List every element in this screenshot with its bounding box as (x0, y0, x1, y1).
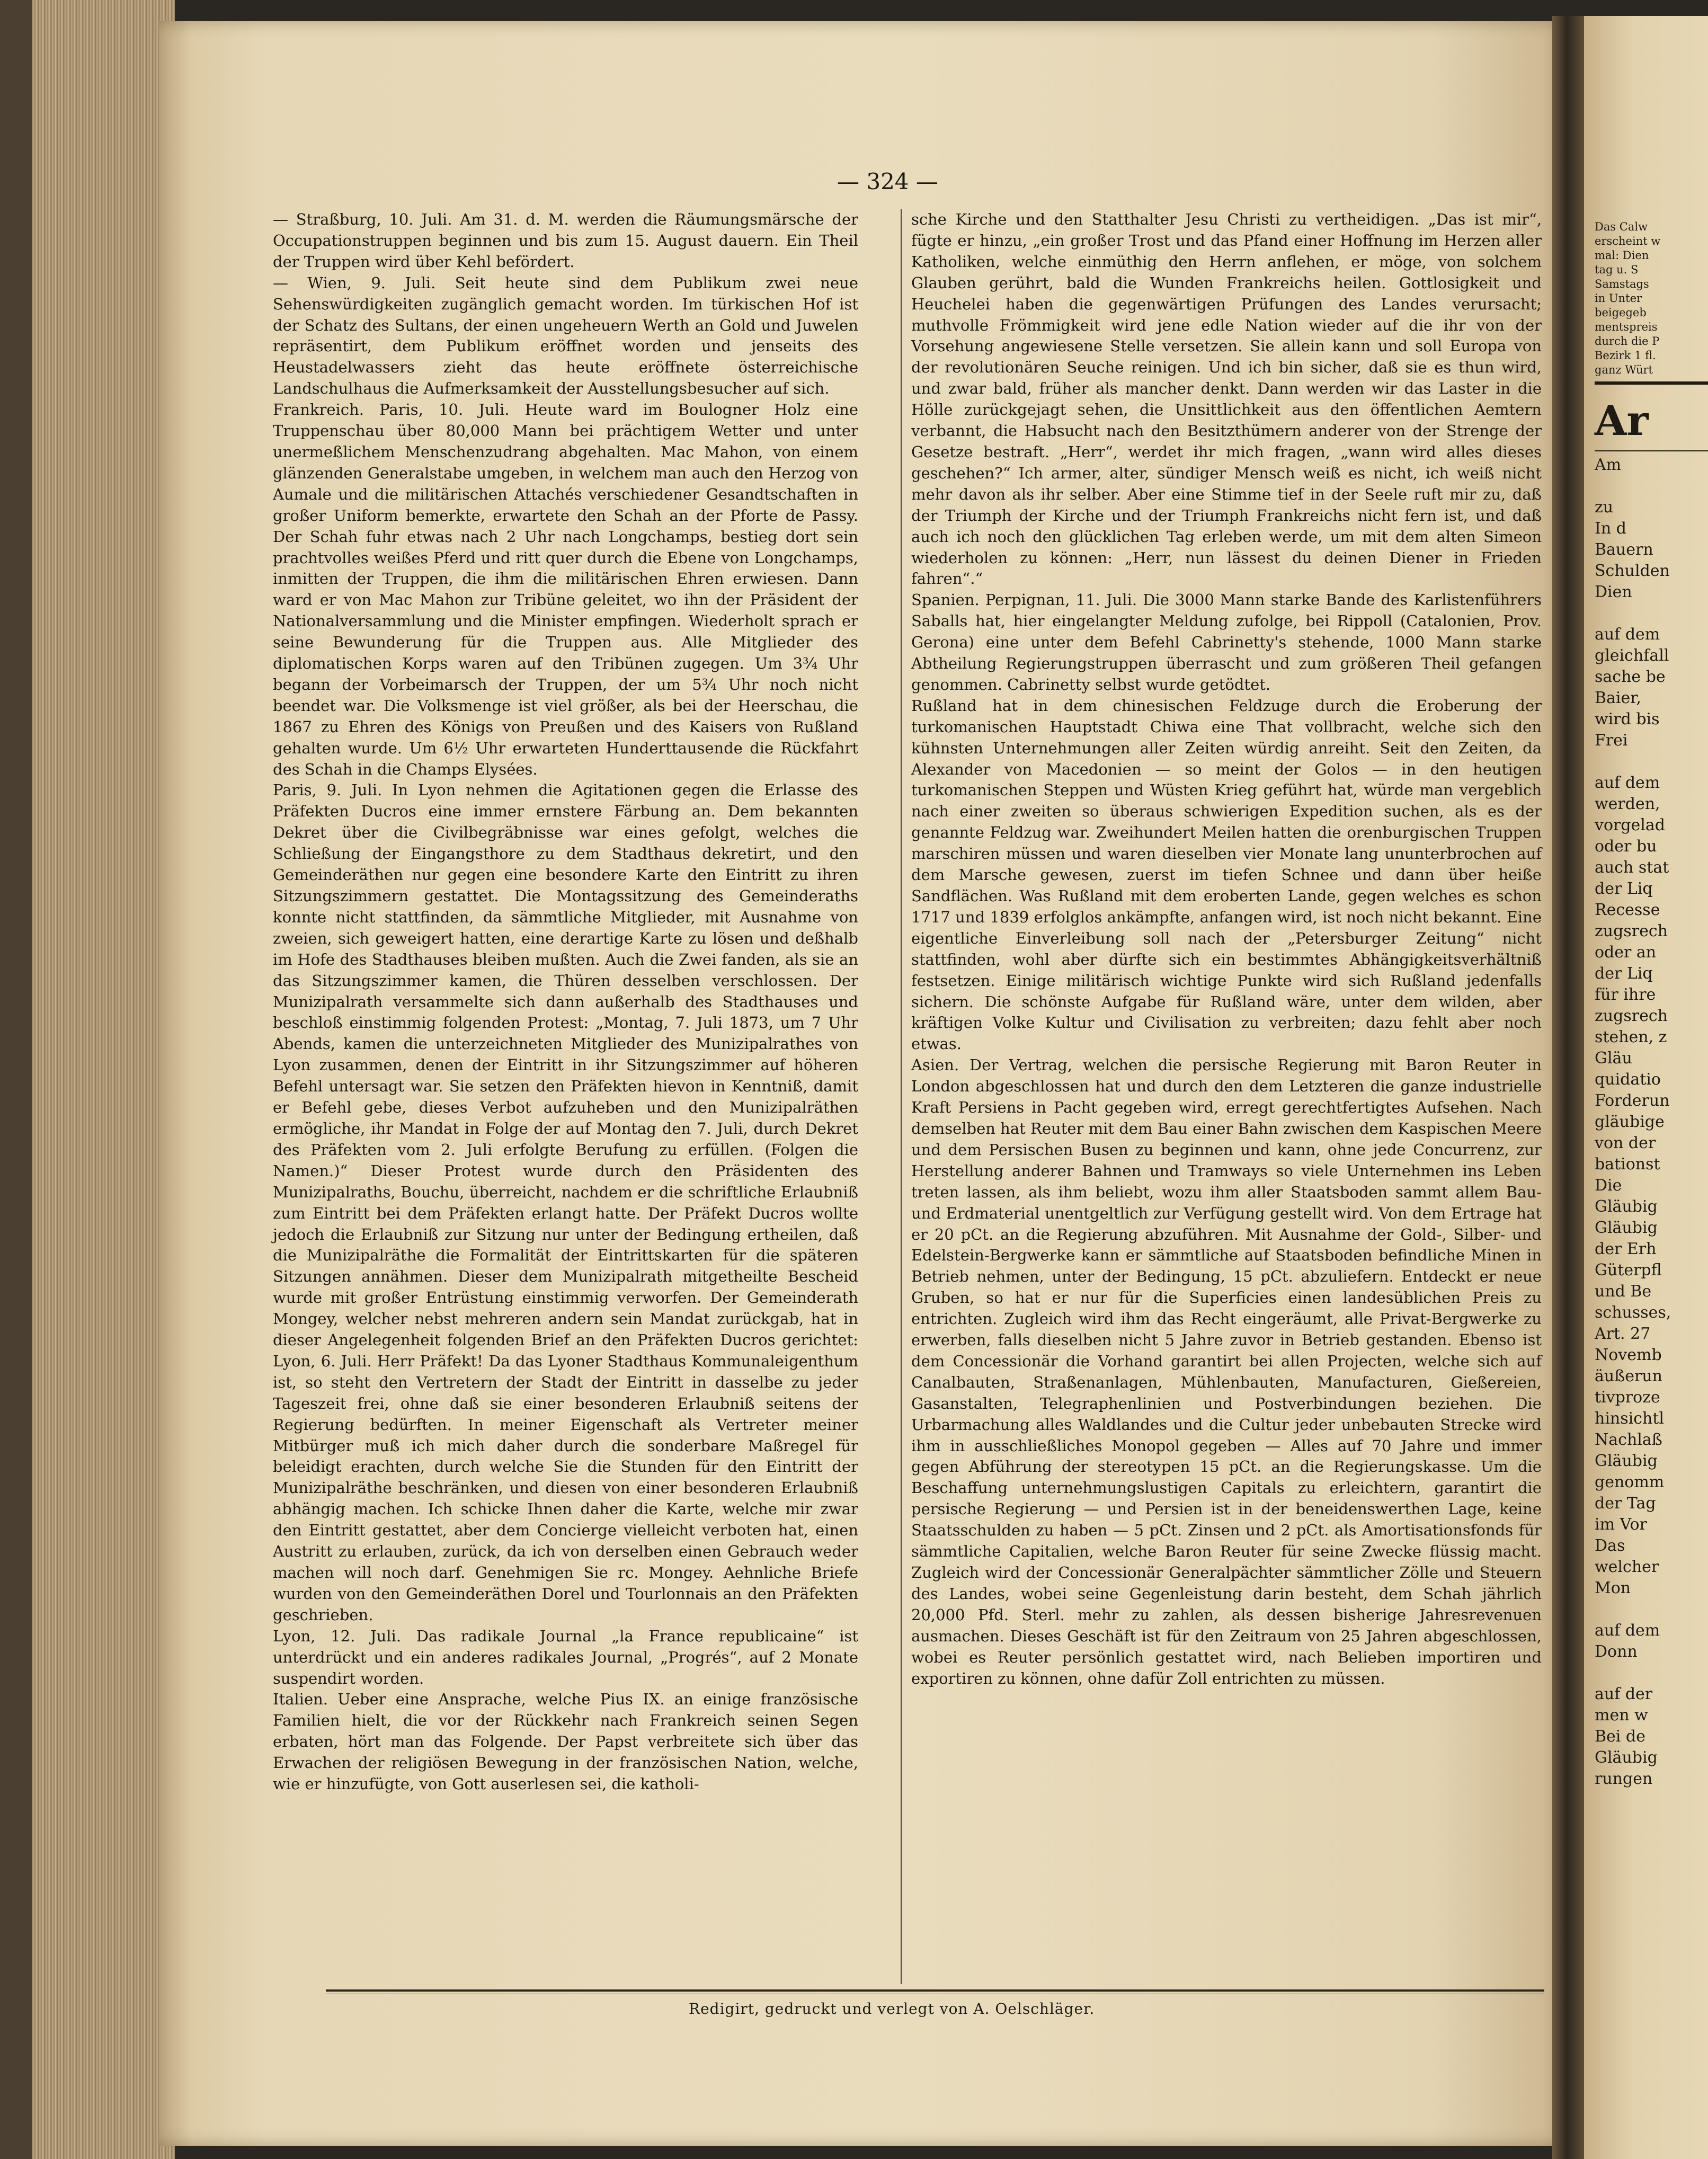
fragment-line: der Erh (1595, 1240, 1657, 1258)
article-spanien: Spanien. Perpignan, 11. Juli. Die 3000 Mann starke Bande des Karlistenführers Saballs hat, hier eingelangter Meldung zufolge, bei Rippoll (Catalonien, Prov. Gerona) eine unter dem Befehl Cabrinetty's stehende, 1000 Mann starke Abtheilung Regierungstruppen überrascht und zum größeren Theil gefangen genommen. Cabrinetty selbst wurde getödtet. (911, 591, 1542, 694)
page-number: — 324 — (837, 168, 938, 194)
fragment-line: gleichfall (1595, 646, 1669, 665)
article-russland: Rußland hat in dem chinesischen Feldzuge durch die Eroberung der turkomanischen Hauptstadt Chiwa eine That vollbracht, welche sich den kühnsten Unternehmungen aller Zeiten würdig anreiht. Seit den Zeiten, da Alexander von Macedonien — so meint der Golos — in den heutigen turkomanischen Steppen und Wüsten Krieg geführt hat, würde man vergeblich nach einer zweiten so überaus schwierigen Expedition suchen, als es der genannte Feldzug war. Zweihundert Meilen hatten die orenburgischen Truppen marschiren müssen und waren dieselben vier Monate lang ununterbrochen auf dem Marsche gewesen, zuerst im tiefen Schnee und dann über heiße Sandflächen. Was Rußland mit dem eroberten Lande, gegen welches es schon 1717 und 1839 erfolglos ankämpfte, anfangen wird, ist noch nicht bekannt. Eine eigentliche Einverleibung soll nach der „Petersburger Zeitung“ nicht stattfinden, wohl aber dürfte sich ein bestimmtes Abhängigkeitsverhältniß festsetzen. Einige militärisch wichtige Punkte wird sich Rußland jedenfalls sichern. Die schönste Aufgabe für Rußland wäre, unter dem wilden, aber kräftigen Volke Kultur und Civilisation zu verbreiten; dazu fehlt aber noch etwas. (911, 696, 1542, 1053)
fragment-line: für ihre (1595, 985, 1656, 1004)
fragment-line: zugsrech (1595, 1007, 1668, 1025)
fragment-line: In d (1595, 519, 1626, 538)
article-asien: Asien. Der Vertrag, welchen die persische Regierung mit Baron Reuter in London abgeschlossen hat und durch den dem Letzteren die ganze industrielle Kraft Persiens in Pacht gegeben wird, erregt gerechtfertigtes Aufsehen. Nach demselben hat Reuter mit dem Bau einer Bahn zwischen dem Kaspischen Meere und dem Persischen Busen zu beginnen und kann, ohne jede Concurrenz, zur Herstellung anderer Bahnen und Tramways so viele Unternehmen ins Leben treten lassen, als ihm beliebt, wozu ihm aller Staatsboden sammt allem Bau- und Erdmaterial unentgeltlich zur Verfügung gestellt wird. Von dem Ertrage hat er 20 pCt. an die Regierung abzuführen. Mit Ausnahme der Gold-, Silber- und Edelstein-Bergwerke kann er sämmtliche auf Staatsboden befindliche Minen in Betrieb nehmen, unter der Bedingung, 15 pCt. abzuliefern. Entdeckt er neue Gruben, so hat er nur für die Superficies einen landesüblichen Preis zu entrichten. Zugleich wird ihm das Recht eingeräumt, alle Privat-Bergwerke zu erwerben, falls dieselben nicht 5 Jahre zuvor in Betrieb gestanden. Ebenso ist dem Concessionär die Vorhand garantirt bei allen Projecten, welche sich auf Canalbauten, Straßenanlagen, Mühlenbauten, Manufacturen, Gießereien, Gasanstalten, Telegraphenlinien und Postverbindungen beziehen. Die Urbarmachung alles Waldlandes und die Cultur jeder unbebauten Strecke wird ihm in ausschließliches Monopol gegeben — Alles auf 70 Jahre und immer gegen Abführung der stereotypen 15 pCt. an die Regierungskasse. Um die Beschaffung unternehmungslustigen Capitals zu erleichtern, garantirt die persische Regierung — und Persien ist in der beneidenswerthen Lage, keine Staatsschulden zu haben — 5 pCt. Zinsen und 2 pCt. als Amortisationsfonds für sämmtliche Capitalien, welche Baron Reuter für seine Zwecke flüssig macht. Zugleich wird der Concessionär Generalpächter sämmtlicher Zölle und Steuern des Landes, wobei seine Gegenleistung darin besteht, dem Schah jährlich 20,000 Pfd. Sterl. mehr zu zahlen, als dessen bisherige Jahresrevenuen ausmachen. Dieses Geschäft ist für den Zeitraum von 25 Jahren abgeschlossen, wobei es Reuter persönlich gestattet wird, nach Belieben importiren und exportiren zu können, ohne dafür Zoll entrichten zu müssen. (911, 1056, 1542, 1687)
fragment-line: Baier, (1595, 689, 1641, 707)
article-paris-lyon-protest: Paris, 9. Juli. In Lyon nehmen die Agitationen gegen die Erlasse des Präfekten Ducros eine immer ernstere Färbung an. Dem bekannten Dekret über die Civilbegräbnisse war eines gefolgt, welches die Schließung der Eingangsthore zu dem Stadthaus dekretirt, und den Gemeinderäthen nur gegen eine besondere Karte den Eintritt zu ihren Sitzungszimmern gestattet. Die Montagssitzung des Gemeinderaths konnte nicht stattfinden, da sämmtliche Mitglieder, mit Ausnahme von zweien, sich geweigert hatten, eine derartige Karte zu lösen und deßhalb im Hofe des Stadthauses bleiben mußten. Auch die Zwei fanden, als sie an das Sitzungszimmer kamen, die Thüren desselben verschlossen. Der Munizipalrath versammelte sich dann außerhalb des Stadthauses und beschloß einstimmig folgenden Protest: „Montag, 7. Juli 1873, um 7 Uhr Abends, kamen die unterzeichneten Mitglieder des Munizipalrathes von Lyon zusammen, denen der Eintritt in ihr Sitzungszimmer auf höheren Befehl untersagt war. Sie setzen den Präfekten hievon in Kenntniß, damit er Befehl gebe, dieses Verbot aufzuheben und den Munizipalräthen ermögliche, ihr Mandat in Folge der auf Montag den 7. Juli, durch Dekret des Präfekten vom 2. Juli erfolgte Berufung zu erfüllen. (Folgen die Namen.)“ Dieser Protest wurde durch den Präsidenten des Munizipalraths, Bouchu, überreicht, nachdem er die schriftliche Erlaubniß zum Eintritt bei dem Präfekten erlangt hatte. Der Präfekt Ducros wollte jedoch die Erlaubniß zur Sitzung nur unter der Bedingung ertheilen, daß die Munizipalräthe die Formalität der Eintrittskarten für die späteren Sitzungen annähmen. Dieser dem Munizipalrath mitgetheilte Bescheid wurde mit großer Entrüstung einstimmig verworfen. Der Gemeinderath Mongey, welcher nebst mehreren andern sein Mandat zurückgab, hat in dieser Angelegenheit folgenden Brief an den Präfekten Ducros gerichtet: Lyon, 6. Juli. Herr Präfekt! Da das Lyoner Stadthaus Kommunaleigenthum ist, so steht den Vertretern der Stadt der Eintritt in dasselbe zu jeder Tageszeit frei, ohne daß sie einer besonderen Erlaubniß seitens der Regierung bedürften. In meiner Eigenschaft als Vertreter meiner Mitbürger muß ich mich daher durch die sonderbare Maßregel für beleidigt erachten, durch welche Sie die Stunden für den Eintritt der Munizipalräthe beschränken, und diesen von einer besonderen Erlaubniß abhängig machen. Ich schicke Ihnen daher die Karte, welche mir zwar den Eintritt gestattet, aber dem Concierge vielleicht verboten hat, einen Austritt zu erlauben, zurück, da ich von derselben einen Gebrauch weder machen will noch darf. Genehmigen Sie rc. Mongey. Aehnliche Briefe wurden von den Gemeinderäthen Dorel und Tourlonnais an den Präfekten geschrieben. (273, 781, 858, 1624)
fragment-line: Gläu (1595, 1049, 1632, 1068)
fragment-line: Dien (1595, 583, 1632, 601)
masthead-line: in Unter (1595, 292, 1642, 305)
next-page-heading: Ar (1595, 397, 1649, 445)
fragment-line: stehen, z (1595, 1028, 1667, 1046)
fragment-line: Gläubig (1595, 1452, 1658, 1470)
fragment-line (1595, 751, 1708, 772)
fragment-line: oder an (1595, 943, 1657, 962)
fragment-line: men w (1595, 1706, 1648, 1725)
fragment-line: Recesse (1595, 901, 1660, 919)
fragment-line: Bauern (1595, 540, 1653, 559)
article-frankreich-paris: Frankreich. Paris, 10. Juli. Heute ward im Boulogner Holz eine Truppenschau über 80,000 Mann bei prächtigem Wetter und unter unermeßlichem Menschenzudrang abgehalten. Mac Mahon, von einem glänzenden Generalstabe umgeben, in welchem man auch den Herzog von Aumale und die militärischen Attachés verschiedener Gesandtschaften in großer Uniform bemerkte, erwartete den Schah an der Pforte de Passy. Der Schah fuhr etwas nach 2 Uhr nach Longchamps, bestieg dort sein prachtvolles weißes Pferd und ritt quer durch die Ebene von Longchamps, inmitten der Truppen, die ihm die militärischen Ehren erwiesen. Dann ward er von Mac Mahon zur Tribüne geleitet, wo ihn der Präsident der Nationalversammlung und die Minister empfingen. Wiederholt sprach er seine Bewunderung für die Truppen aus. Alle Mitglieder des diplomatischen Korps waren auf den Tribünen zugegen. Um 3¾ Uhr begann der Vorbeimarsch der Truppen, der um 5¾ Uhr noch nicht beendet war. Die Volksmenge ist viel größer, als bei der Heerschau, die 1867 zu Ehren des Königs von Preußen und des Kaisers von Rußland gehalten wurde. Um 6½ Uhr erwarteten Hunderttausende die Rückfahrt des Schah in die Champs Elysées. (273, 401, 858, 778)
fragment-line: schusses, (1595, 1303, 1671, 1322)
next-page-fragments (1595, 220, 1708, 1790)
fragment-line: quidatio (1595, 1070, 1661, 1089)
fragment-line: vorgelad (1595, 816, 1665, 834)
article-lyon-journal: Lyon, 12. Juli. Das radikale Journal „la France republicaine“ ist unterdrückt und ein anderes radikales Journal, „Progrés“, auf 2 Monate suspendirt worden. (273, 1627, 858, 1687)
fragment-line: der Liq (1595, 879, 1653, 898)
imprint-line: Redigirt, gedruckt und verlegt von A. Oelschläger. (689, 2000, 1095, 2018)
fragment-line: Gläubig (1595, 1748, 1658, 1767)
fragment-line: auch stat (1595, 858, 1669, 877)
fragment-line (1595, 1599, 1708, 1620)
fragment-line: Nachlaß (1595, 1431, 1662, 1449)
fragment-line: genomm (1595, 1473, 1665, 1491)
article-strassburg: — Straßburg, 10. Juli. Am 31. d. M. werden die Räumungsmärsche der Occupationstruppen beginnen und bis zum 15. August dauern. Ein Theil der Truppen wird über Kehl befördert. (273, 210, 858, 271)
article-italien: Italien. Ueber eine Ansprache, welche Pius IX. an einige französische Familien hielt, die vor der Rückkehr nach Frankreich seinen Segen erbaten, hört man das Folgende. Der Papst verbreitete sich über das Erwachen der religiösen Bewegung in der französischen Nation, welche, wie er hinzufügte, von Gott auserlesen sei, die katholi- (273, 1690, 858, 1793)
left-text-column (273, 209, 858, 1795)
fragment-line: der Liq (1595, 964, 1653, 983)
masthead-line: Bezirk 1 fl. (1595, 349, 1656, 362)
fragment-line: auf dem (1595, 1621, 1660, 1640)
article-wien: — Wien, 9. Juli. Seit heute sind dem Publikum zwei neue Sehenswürdigkeiten zugänglich gemacht worden. Im türkischen Hof ist der Schatz des Sultans, der einen ungeheuern Werth an Gold und Juwelen repräsentirt, dem Publikum eröffnet worden und jenseits des Heustadelwassers zieht das heute eröffnete österreichische Landschulhaus die Aufmerksamkeit der Ausstellungsbesucher auf sich. (273, 273, 858, 398)
fragment-line: im Vor (1595, 1515, 1647, 1534)
masthead-line: tag u. S (1595, 263, 1639, 276)
fragment-line: der Tag (1595, 1494, 1656, 1513)
bottom-rule (326, 1989, 1544, 1992)
masthead-line: mentspreis (1595, 321, 1658, 333)
fragment-line (1595, 476, 1708, 497)
fragment-line: Art. 27 (1595, 1325, 1651, 1343)
masthead-line: durch die P (1595, 335, 1660, 348)
fragment-line: zu (1595, 498, 1614, 517)
fragment-line: und Be (1595, 1282, 1652, 1301)
fragment-line: Bei de (1595, 1727, 1645, 1746)
fragment-line: sache be (1595, 668, 1666, 686)
heading-rule (1595, 450, 1708, 451)
next-page-lines (1595, 455, 1708, 1790)
fragment-line: bationst (1595, 1155, 1660, 1174)
fragment-line: Am (1595, 456, 1622, 474)
fragment-line: Die (1595, 1176, 1622, 1195)
article-italien-continued: sche Kirche und den Statthalter Jesu Christi zu vertheidigen. „Das ist mir“, fügte er hinzu, „ein großer Trost und das Pfand einer Hoffnung im Herzen aller Katholiken, welche einmüthig den Herrn anflehen, er möge, von solchem Glauben gerührt, bald die Wunden Frankreichs heilen. Gottlosigkeit und Heuchelei haben die gegenwärtigen Prüfungen des Landes verursacht; muthvolle Frömmigkeit wird jene edle Nation wieder auf die ihr von der Vorsehung angewiesene Stelle versetzen. Sie allein kann und soll Europa von der revolutionären Seuche reinigen. Und ich bin sicher, daß sie es thun wird, und zwar bald, früher als mancher denkt. Dann werden wir das Laster in die Hölle zurückgejagt sehen, die Unsittlichkeit aus den öffentlichen Aemtern verbannt, die Habsucht nach den Besitzthümern anderer von der Strenge der Gesetze bestraft. „Herr“, werdet ihr mich fragen, „wann wird alles dieses geschehen?“ Ich armer, alter, sündiger Mensch weiß es nicht, ich weiß nicht mehr davon als ihr selber. Aber eine Stimme tief in der Seele ruft mir zu, daß der Triumph der Kirche und der Triumph Frankreichs nicht fern ist, und daß auch ich noch den glücklichen Tag erleben werde, um mit dem alten Simeon wiederholen zu können: „Herr, nun lässest du deinen Diener in Frieden fahren“.“ (911, 210, 1542, 588)
masthead-line: ganz Würt (1595, 363, 1653, 376)
masthead-line: Samstags (1595, 278, 1649, 290)
fragment-line: hinsichtl (1595, 1409, 1665, 1428)
fragment-line: Schulden (1595, 562, 1670, 580)
masthead-fragment (1595, 220, 1708, 377)
fragment-line: rungen (1595, 1770, 1653, 1788)
fragment-line: auf der (1595, 1685, 1653, 1703)
fragment-line: oder bu (1595, 837, 1657, 856)
fragment-line: Gläubig (1595, 1219, 1658, 1237)
right-text-column (911, 209, 1542, 1689)
fragment-line: welcher (1595, 1558, 1659, 1576)
fragment-line (1595, 1663, 1708, 1684)
fragment-line: Güterpfl (1595, 1261, 1662, 1280)
fragment-line: Gläubig (1595, 1197, 1658, 1216)
fragment-line: werden, (1595, 795, 1660, 813)
fragment-line: Donn (1595, 1642, 1638, 1661)
fragment-line: auf dem (1595, 774, 1660, 792)
fragment-line: tivproze (1595, 1388, 1660, 1407)
masthead-line: mal: Dien (1595, 249, 1649, 262)
fragment-line: Mon (1595, 1579, 1631, 1597)
masthead-line: Das Calw (1595, 220, 1648, 233)
fragment-line: Frei (1595, 731, 1628, 750)
fragment-line (1595, 603, 1708, 624)
fragment-line: gläubige (1595, 1113, 1665, 1131)
fragment-line: wird bis (1595, 710, 1660, 728)
book-gutter (1552, 16, 1584, 2159)
book-binding-shadow (0, 0, 32, 2159)
fragment-line: Forderun (1595, 1091, 1670, 1110)
fragment-line: äußerun (1595, 1367, 1662, 1385)
fragment-line: Novemb (1595, 1346, 1662, 1364)
fragment-line: von der (1595, 1134, 1656, 1152)
masthead-rule (1595, 381, 1708, 385)
fragment-line: zugsrech (1595, 922, 1668, 940)
masthead-line: erscheint w (1595, 235, 1661, 247)
fragment-line: auf dem (1595, 625, 1660, 644)
masthead-line: beigegeb (1595, 306, 1647, 319)
fragment-line: Das (1595, 1536, 1625, 1555)
column-divider (901, 209, 902, 1984)
